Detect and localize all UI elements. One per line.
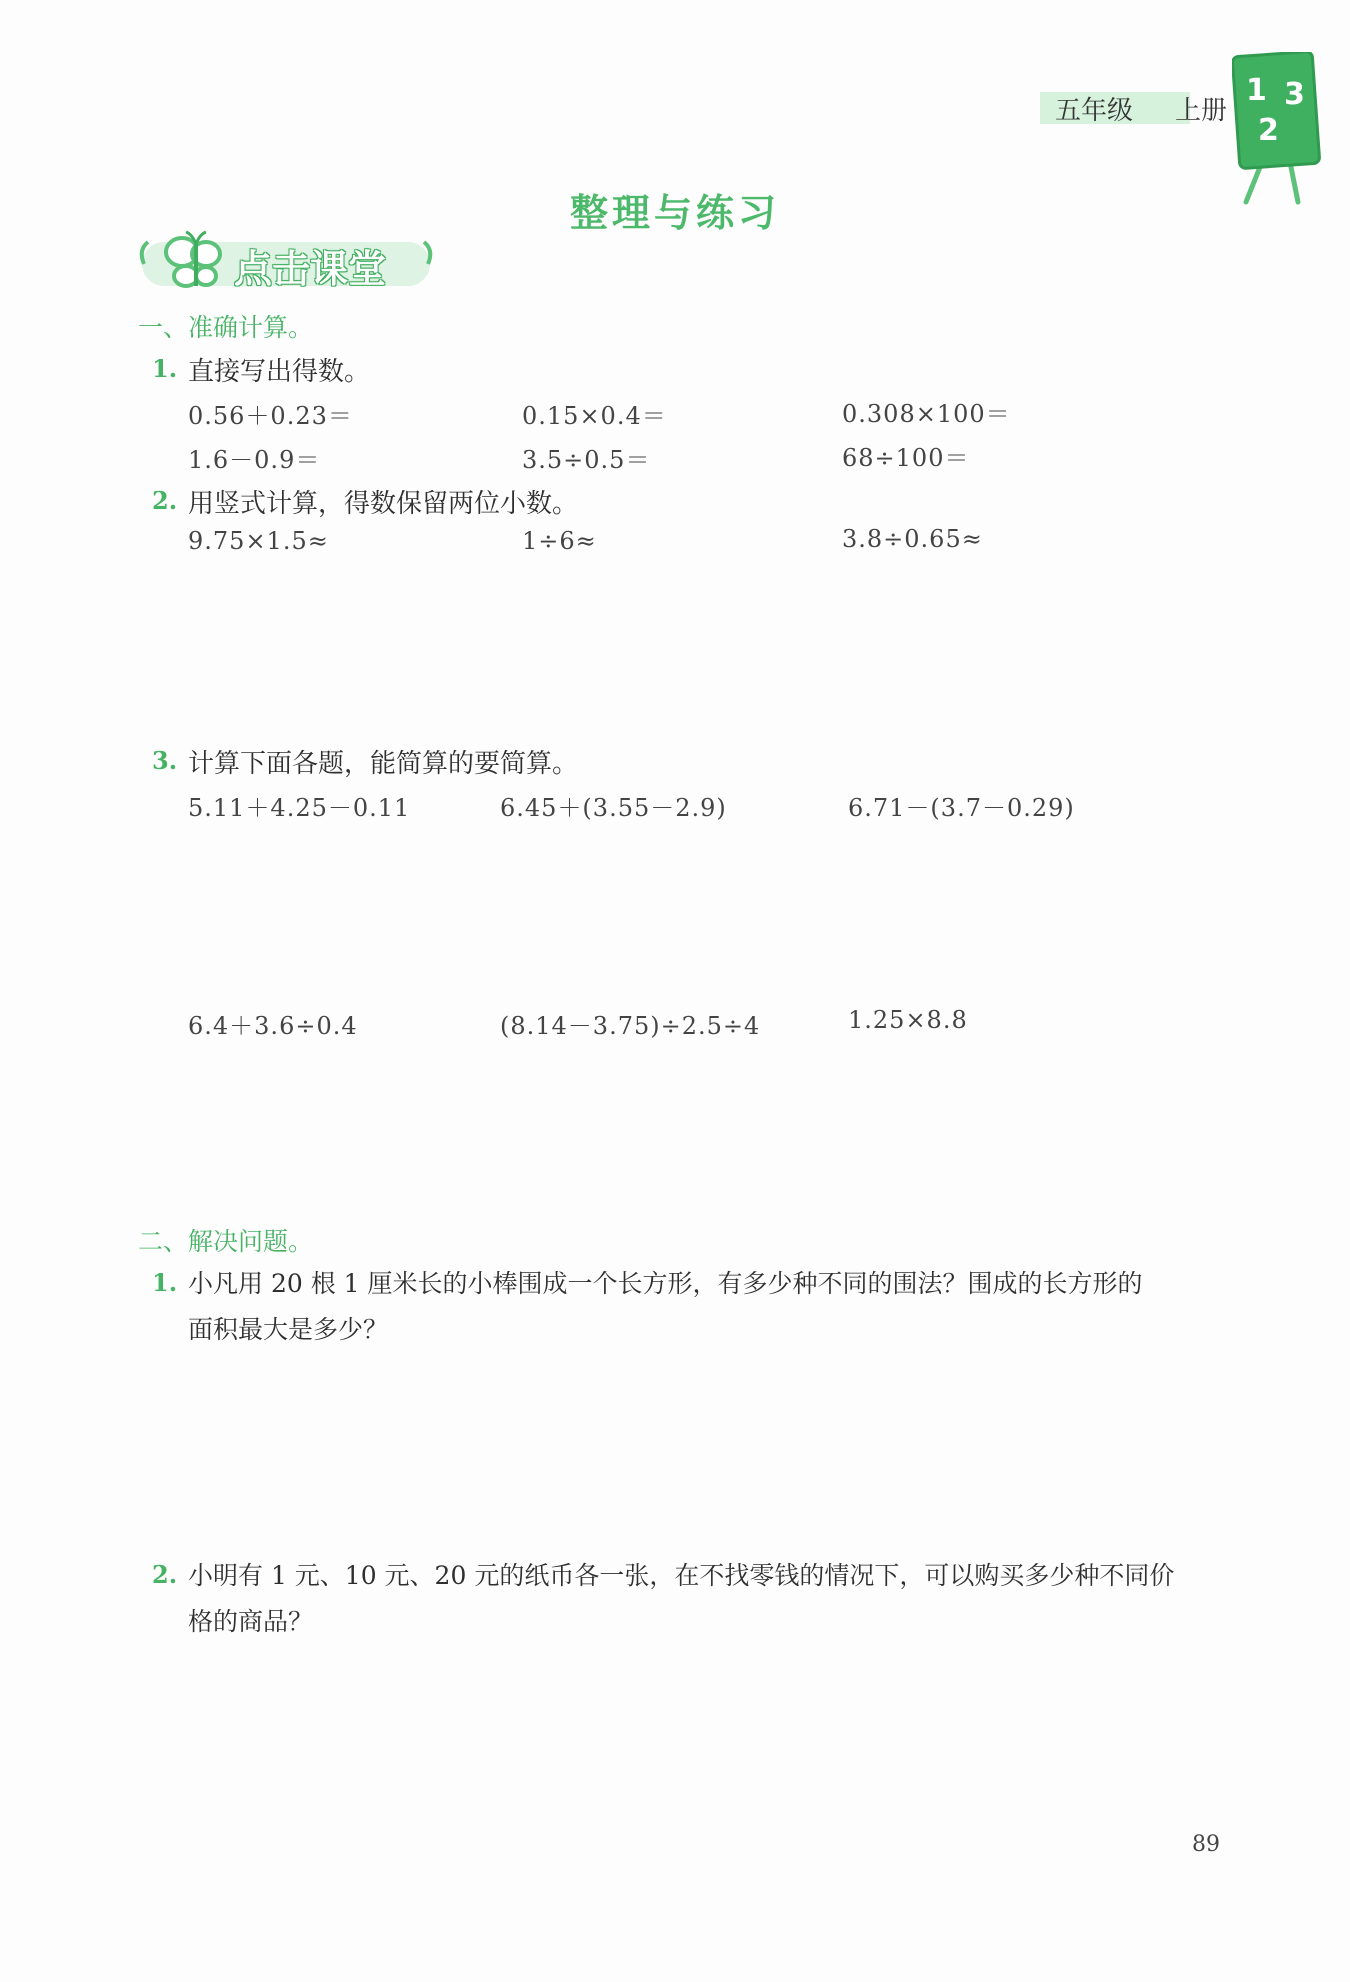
expression: 6.45＋(3.55－2.9) xyxy=(500,794,727,822)
expression: 1÷6≈ xyxy=(522,527,597,555)
question-text: 面积最大是多少？ xyxy=(188,1315,389,1344)
question-text: 小凡用 20 根 1 厘米长的小棒围成一个长方形，有多少种不同的围法？围成的长方形的 xyxy=(188,1269,1143,1298)
section-heading-1: 一、准确计算。 xyxy=(138,313,314,342)
expression: 9.75×1.5≈ xyxy=(188,527,329,555)
volume-label: 上册 xyxy=(1175,96,1228,126)
expression: 5.11＋4.25－0.11 xyxy=(188,794,411,822)
expression: 3.5÷0.5＝ xyxy=(522,446,651,474)
question-text: 直接写出得数。 xyxy=(188,357,371,387)
banner-label: 点击课堂 xyxy=(234,247,387,291)
section-heading-2: 二、解决问题。 xyxy=(138,1227,314,1256)
question-number: 1. xyxy=(152,354,178,383)
expression: 1.25×8.8 xyxy=(848,1006,968,1034)
question-text: 格的商品？ xyxy=(188,1607,314,1636)
expression: 6.71－(3.7－0.29) xyxy=(848,794,1075,822)
expression: 1.6－0.9＝ xyxy=(188,446,321,474)
badge-digit-1: 1 xyxy=(1246,73,1267,108)
question-number: 2. xyxy=(152,1560,178,1589)
question-number: 3. xyxy=(152,746,178,775)
question-text: 用竖式计算，得数保留两位小数。 xyxy=(188,489,579,519)
expression: 3.8÷0.65≈ xyxy=(842,525,983,553)
page-number: 89 xyxy=(1192,1832,1220,1857)
blackboard-icon xyxy=(1232,52,1322,212)
question-text: 小明有 1 元、10 元、20 元的纸币各一张，在不找零钱的情况下，可以购买多少种不同价 xyxy=(188,1561,1175,1590)
grade-label: 五年级 xyxy=(1055,96,1134,126)
butterfly-icon xyxy=(160,230,230,300)
expression: 0.308×100＝ xyxy=(842,400,1011,428)
question-number: 1. xyxy=(152,1268,178,1297)
expression: 6.4＋3.6÷0.4 xyxy=(188,1012,358,1040)
question-text: 计算下面各题，能简算的要简算。 xyxy=(188,749,579,779)
expression: 0.15×0.4＝ xyxy=(522,402,667,430)
badge-digit-2: 2 xyxy=(1258,113,1279,148)
expression: (8.14－3.75)÷2.5÷4 xyxy=(500,1012,761,1040)
question-number: 2. xyxy=(152,486,178,515)
expression: 68÷100＝ xyxy=(842,444,970,472)
badge-digit-3: 3 xyxy=(1284,77,1305,112)
page-title: 整理与练习 xyxy=(570,191,781,235)
expression: 0.56＋0.23＝ xyxy=(188,402,353,430)
